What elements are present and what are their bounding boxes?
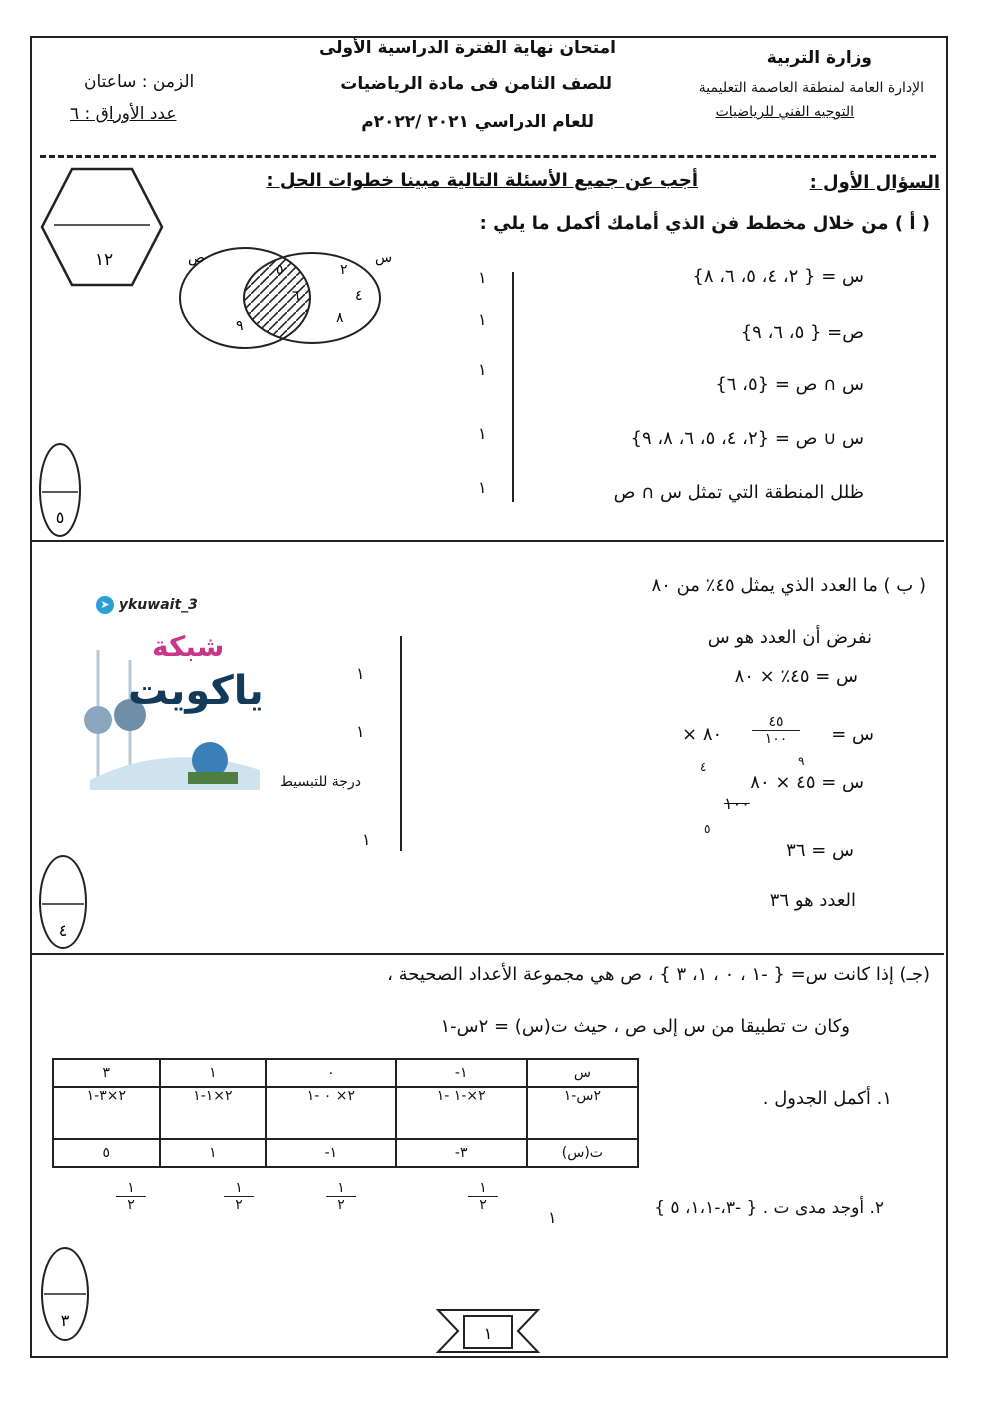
part-b-prompt: ( ب ) ما العدد الذي يمثل ٤٥٪ من ٨٠ [651, 575, 926, 596]
watermark-handle: ykuwait_3 [118, 597, 198, 613]
time-value: ساعتان [84, 72, 137, 92]
mark-a-2: ١ [478, 310, 487, 329]
table-cell: ١ [160, 1139, 267, 1167]
part-c-prompt-2: وكان ت تطبيقا من س إلى ص ، حيث ت(س) = ٢س-١ [440, 1016, 850, 1037]
exam-title: امتحان نهاية الفترة الدراسية الأولى [318, 38, 616, 58]
part-b-step1: س = ٤٥٪ × ٨٠ [734, 666, 858, 687]
mark-a-4: ١ [478, 424, 487, 443]
marks-divider-a [512, 272, 514, 502]
set-x-label: س [375, 250, 393, 266]
tower-sphere-1 [84, 706, 112, 734]
half-mark-num: ١ [116, 1180, 146, 1197]
table-row-label: س [527, 1059, 638, 1087]
part-a-line-1: س = { ٢، ٤، ٥، ٦، ٨} [692, 266, 864, 287]
part-b-assume: نفرض أن العدد هو س [707, 627, 872, 648]
table-row [53, 1139, 638, 1167]
pages-value: ٦ [70, 104, 80, 124]
score-a: ٥ [55, 508, 65, 527]
part-b-step2-rhs: × ٨٠ [682, 724, 723, 745]
ministry: وزارة التربية [766, 48, 872, 68]
table-cell: ١ [160, 1059, 267, 1087]
mark-a-1: ١ [478, 268, 487, 287]
mark-b-1: ١ [356, 664, 365, 683]
part-b-step3: س = ٤٥ × ٨٠ [750, 772, 864, 793]
mark-b-2: ١ [356, 722, 365, 741]
score-oval-a [38, 440, 82, 540]
pages-label: عدد الأوراق : [84, 104, 177, 124]
table-cell: ٢×٣-١ [53, 1087, 160, 1139]
watermark-handle-row [96, 596, 198, 614]
table-cell: ٥ [53, 1139, 160, 1167]
half-mark-den: ٢ [479, 1197, 487, 1213]
venn-x-elem-3: ٨ [336, 310, 344, 326]
step2-numerator: ٤٥ [752, 714, 800, 731]
supervision: التوجيه الفني للرياضيات [715, 104, 854, 120]
academic-year: للعام الدراسي ٢٠٢١ /٢٠٢٢م [361, 112, 594, 132]
score-oval-c [40, 1244, 90, 1344]
step2-denominator: ١٠٠ [764, 731, 788, 747]
simplify-label: درجة للتبسيط [280, 774, 361, 790]
part-b-step3-denominator: ١٠٠ [724, 794, 750, 813]
set-y-label: ص [188, 250, 205, 266]
function-table [52, 1058, 639, 1168]
half-mark-3 [326, 1180, 356, 1213]
venn-x-elem-1: ٢ [340, 262, 348, 278]
time-row [84, 72, 194, 92]
half-mark-num: ١ [224, 1180, 254, 1197]
half-mark-den: ٢ [235, 1197, 243, 1213]
table-cell: ٢×١-١ [160, 1087, 267, 1139]
cancel-note-3: ٥ [704, 822, 711, 836]
books-icon [188, 772, 238, 784]
half-mark-4 [468, 1180, 498, 1213]
telegram-icon: ➤ [96, 596, 114, 614]
mark-a-5: ١ [478, 478, 487, 497]
table-row-label: ٢س-١ [527, 1087, 638, 1139]
score-c: ٣ [60, 1311, 70, 1330]
half-mark-num: ١ [326, 1180, 356, 1197]
part-b-step2-fraction [752, 714, 800, 747]
part-a-prompt: ( أ ) من خلال مخطط فن الذي أمامك أكمل ما يلي : [479, 213, 930, 234]
part-a-line-5: ظلل المنطقة التي تمثل س ∩ ص [613, 482, 864, 503]
divider-a-b [32, 540, 944, 542]
half-mark-den: ٢ [127, 1197, 135, 1213]
cancel-note-1: ٩ [798, 754, 805, 768]
table-cell: ٣ [53, 1059, 160, 1087]
total-score-hexagon [38, 165, 166, 289]
marks-divider-b [400, 636, 402, 851]
venn-y-elem-1: ٩ [236, 318, 244, 334]
logo-line-2: ياكويت [128, 668, 264, 714]
table-row-label: ت(س) [527, 1139, 638, 1167]
score-b: ٤ [58, 921, 68, 940]
venn-diagram [170, 240, 420, 360]
part-b-step4: س = ٣٦ [786, 840, 854, 861]
cancel-note-2: ٤ [700, 760, 707, 774]
part-b-step2-lhs: س = [831, 724, 874, 745]
total-score: ١٢ [94, 250, 114, 270]
logo-line-1: شبكة [152, 630, 225, 663]
pages-row [70, 104, 176, 124]
part-c-task-1: ١. أكمل الجدول . [762, 1088, 892, 1109]
half-mark-2 [224, 1180, 254, 1213]
mark-c-2: ١ [548, 1208, 557, 1227]
page-number: ١ [483, 1324, 493, 1343]
table-row [53, 1087, 638, 1139]
question-title: السؤال الأول : [809, 172, 940, 193]
part-a-line-3: س ∩ ص = {٥، ٦} [715, 374, 864, 395]
table-row [53, 1059, 638, 1087]
half-mark-num: ١ [468, 1180, 498, 1197]
half-mark-1 [116, 1180, 146, 1213]
part-a-line-4: س ∪ ص = {٢، ٤، ٥، ٦، ٨، ٩} [630, 428, 864, 449]
table-cell: ٢× ٠ -١ [266, 1087, 396, 1139]
venn-both-elem-2: ٦ [292, 288, 300, 304]
mark-a-3: ١ [478, 360, 487, 379]
table-cell: -١ [266, 1139, 396, 1167]
header-divider [40, 155, 936, 158]
instruction: أجب عن جميع الأسئلة التالية مبينا خطوات الحل : [266, 170, 698, 191]
time-label: الزمن : [141, 72, 195, 92]
part-a-line-2: ص= { ٥، ٦، ٩} [740, 322, 864, 343]
venn-x-elem-2: ٤ [355, 288, 363, 304]
score-oval-b [38, 852, 88, 952]
grade-subject: للصف الثامن فى مادة الرياضيات [340, 74, 612, 94]
part-c-task-2: ٢. أوجد مدى ت . { -٣،-١،١، ٥ } [654, 1198, 884, 1218]
divider-b-c [32, 953, 944, 955]
directorate: الإدارة العامة لمنطقة العاصمة التعليمية [698, 80, 924, 96]
part-c-prompt: (جـ) إذا كانت س= { -١ ، ٠ ، ١، ٣ } ، ص هي مجموعة الأعداد الصحيحة ، [387, 964, 930, 985]
page-number-badge [436, 1306, 542, 1356]
venn-both-elem-1: ٥ [276, 262, 284, 278]
part-b-answer: العدد هو ٣٦ [769, 890, 856, 911]
half-mark-den: ٢ [337, 1197, 345, 1213]
table-cell: -٣ [396, 1139, 527, 1167]
table-cell: ٠ [266, 1059, 396, 1087]
table-cell: ٢×-١ -١ [396, 1087, 527, 1139]
mark-b-3: ١ [362, 830, 371, 849]
table-cell: -١ [396, 1059, 527, 1087]
